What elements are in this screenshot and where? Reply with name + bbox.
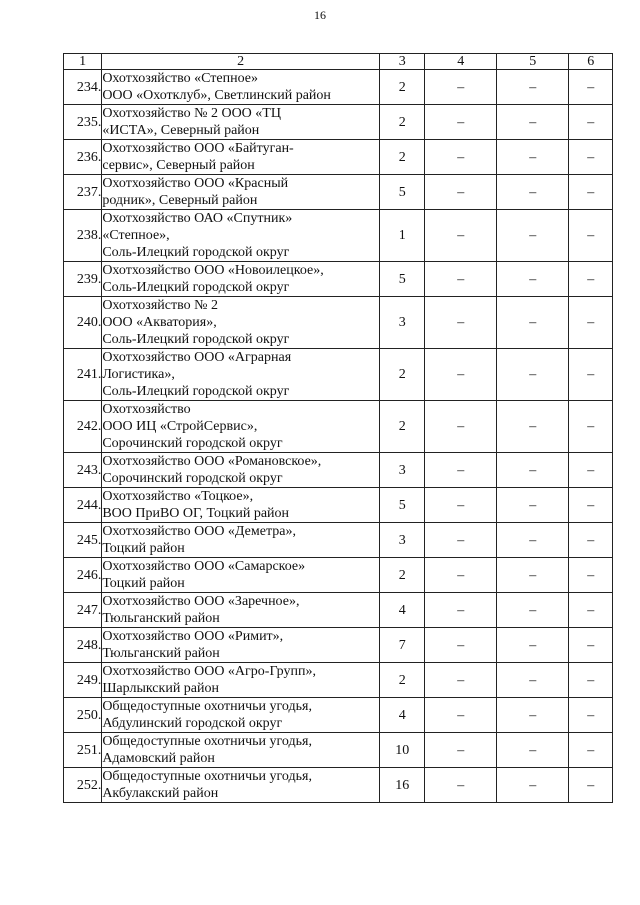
name-line: Охотхозяйство «Степное» xyxy=(102,71,258,86)
table-row xyxy=(64,262,613,297)
dash-cell-c5: – xyxy=(496,558,569,593)
table-row xyxy=(64,453,613,488)
row-number: 235. xyxy=(64,105,102,140)
table-row xyxy=(64,297,613,349)
dash-cell-c6: – xyxy=(569,663,613,698)
name-line: «Степное», xyxy=(102,228,170,243)
dash-cell-c6: – xyxy=(569,698,613,733)
quantity-cell: 2 xyxy=(379,558,425,593)
table-row xyxy=(64,210,613,262)
name-line: Охотхозяйство ООО «Деметра», xyxy=(102,524,296,539)
dash-cell-c4: – xyxy=(425,628,496,663)
row-number: 244. xyxy=(64,488,102,523)
hunting-ground-name xyxy=(102,297,380,349)
quantity-cell: 5 xyxy=(379,488,425,523)
name-line: Акбулакский район xyxy=(102,786,219,801)
dash-cell-c5: – xyxy=(496,210,569,262)
name-line: Тоцкий район xyxy=(102,576,185,591)
name-line: Охотхозяйство ООО «Романовское», xyxy=(102,454,322,469)
dash-cell-c4: – xyxy=(425,558,496,593)
row-number: 246. xyxy=(64,558,102,593)
row-number: 252. xyxy=(64,768,102,803)
table-row xyxy=(64,488,613,523)
dash-cell-c6: – xyxy=(569,175,613,210)
dash-cell-c6: – xyxy=(569,768,613,803)
dash-cell-c4: – xyxy=(425,698,496,733)
dash-cell-c6: – xyxy=(569,401,613,453)
table-row xyxy=(64,628,613,663)
row-number: 234. xyxy=(64,70,102,105)
quantity-cell: 7 xyxy=(379,628,425,663)
hunting-ground-name xyxy=(102,262,380,297)
dash-cell-c5: – xyxy=(496,453,569,488)
name-line: Абдулинский городской округ xyxy=(102,716,283,731)
dash-cell-c4: – xyxy=(425,453,496,488)
quantity-cell: 10 xyxy=(379,733,425,768)
dash-cell-c4: – xyxy=(425,733,496,768)
table-row xyxy=(64,401,613,453)
dash-cell-c6: – xyxy=(569,558,613,593)
name-line: Общедоступные охотничьи угодья, xyxy=(102,769,312,784)
dash-cell-c6: – xyxy=(569,733,613,768)
hunting-ground-name xyxy=(102,523,380,558)
hunting-ground-name xyxy=(102,663,380,698)
column-header-3: 3 xyxy=(379,54,425,70)
row-number: 249. xyxy=(64,663,102,698)
dash-cell-c4: – xyxy=(425,70,496,105)
hunting-ground-name xyxy=(102,488,380,523)
hunting-ground-name xyxy=(102,593,380,628)
dash-cell-c4: – xyxy=(425,663,496,698)
name-line: Сорочинский городской округ xyxy=(102,471,283,486)
name-line: Соль-Илецкий городской округ xyxy=(102,280,290,295)
name-line: Охотхозяйство ООО «Байтуган- xyxy=(102,141,294,156)
name-line: Охотхозяйство № 2 xyxy=(102,298,218,313)
dash-cell-c4: – xyxy=(425,593,496,628)
name-line: Охотхозяйство ООО «Римит», xyxy=(102,629,284,644)
row-number: 241. xyxy=(64,349,102,401)
row-number: 251. xyxy=(64,733,102,768)
dash-cell-c6: – xyxy=(569,523,613,558)
dash-cell-c5: – xyxy=(496,488,569,523)
dash-cell-c4: – xyxy=(425,140,496,175)
dash-cell-c5: – xyxy=(496,175,569,210)
hunting-ground-name xyxy=(102,628,380,663)
name-line: Адамовский район xyxy=(102,751,215,766)
dash-cell-c5: – xyxy=(496,262,569,297)
dash-cell-c5: – xyxy=(496,628,569,663)
dash-cell-c4: – xyxy=(425,523,496,558)
column-header-6: 6 xyxy=(569,54,613,70)
dash-cell-c5: – xyxy=(496,297,569,349)
name-line: ООО «Акватория», xyxy=(102,315,217,330)
row-number: 247. xyxy=(64,593,102,628)
dash-cell-c4: – xyxy=(425,105,496,140)
hunting-ground-name xyxy=(102,768,380,803)
dash-cell-c5: – xyxy=(496,140,569,175)
name-line: Тюльганский район xyxy=(102,611,220,626)
name-line: Логистика», xyxy=(102,367,175,382)
dash-cell-c6: – xyxy=(569,488,613,523)
table-row xyxy=(64,733,613,768)
dash-cell-c5: – xyxy=(496,698,569,733)
row-number: 245. xyxy=(64,523,102,558)
hunting-ground-name xyxy=(102,733,380,768)
quantity-cell: 16 xyxy=(379,768,425,803)
column-header-1: 1 xyxy=(64,54,102,70)
row-number: 239. xyxy=(64,262,102,297)
table-row xyxy=(64,663,613,698)
quantity-cell: 2 xyxy=(379,349,425,401)
column-header-2: 2 xyxy=(102,54,380,70)
name-line: Охотхозяйство ООО «Заречное», xyxy=(102,594,300,609)
dash-cell-c5: – xyxy=(496,663,569,698)
dash-cell-c6: – xyxy=(569,70,613,105)
dash-cell-c6: – xyxy=(569,262,613,297)
dash-cell-c6: – xyxy=(569,105,613,140)
dash-cell-c4: – xyxy=(425,210,496,262)
name-line: родник», Северный район xyxy=(102,193,258,208)
quantity-cell: 5 xyxy=(379,262,425,297)
name-line: Охотхозяйство «Тоцкое», xyxy=(102,489,254,504)
name-line: Соль-Илецкий городской округ xyxy=(102,245,290,260)
table-row xyxy=(64,105,613,140)
quantity-cell: 2 xyxy=(379,140,425,175)
dash-cell-c5: – xyxy=(496,593,569,628)
hunting-ground-name xyxy=(102,558,380,593)
quantity-cell: 4 xyxy=(379,698,425,733)
name-line: Охотхозяйство ООО «Красный xyxy=(102,176,289,191)
name-line: ООО ИЦ «СтройСервис», xyxy=(102,419,258,434)
quantity-cell: 2 xyxy=(379,401,425,453)
hunting-grounds-table xyxy=(63,53,613,803)
hunting-ground-name xyxy=(102,140,380,175)
row-number: 248. xyxy=(64,628,102,663)
row-number: 240. xyxy=(64,297,102,349)
quantity-cell: 3 xyxy=(379,453,425,488)
name-line: Охотхозяйство ОАО «Спутник» xyxy=(102,211,293,226)
dash-cell-c6: – xyxy=(569,297,613,349)
row-number: 243. xyxy=(64,453,102,488)
dash-cell-c5: – xyxy=(496,70,569,105)
row-number: 238. xyxy=(64,210,102,262)
table-row xyxy=(64,558,613,593)
dash-cell-c5: – xyxy=(496,733,569,768)
hunting-ground-name xyxy=(102,349,380,401)
quantity-cell: 4 xyxy=(379,593,425,628)
name-line: Охотхозяйство № 2 ООО «ТЦ xyxy=(102,106,281,121)
quantity-cell: 2 xyxy=(379,663,425,698)
row-number: 236. xyxy=(64,140,102,175)
dash-cell-c6: – xyxy=(569,593,613,628)
name-line: ВОО ПриВО ОГ, Тоцкий район xyxy=(102,506,290,521)
name-line: Тюльганский район xyxy=(102,646,220,661)
hunting-ground-name xyxy=(102,175,380,210)
hunting-ground-name xyxy=(102,70,380,105)
dash-cell-c6: – xyxy=(569,349,613,401)
hunting-ground-name xyxy=(102,105,380,140)
dash-cell-c4: – xyxy=(425,297,496,349)
dash-cell-c5: – xyxy=(496,105,569,140)
table-row xyxy=(64,175,613,210)
dash-cell-c4: – xyxy=(425,262,496,297)
quantity-cell: 3 xyxy=(379,297,425,349)
column-number-row xyxy=(64,54,613,70)
name-line: Охотхозяйство xyxy=(102,402,191,417)
name-line: сервис», Северный район xyxy=(102,158,255,173)
dash-cell-c5: – xyxy=(496,349,569,401)
name-line: ООО «Охотклуб», Светлинский район xyxy=(102,88,331,103)
dash-cell-c4: – xyxy=(425,175,496,210)
dash-cell-c6: – xyxy=(569,210,613,262)
name-line: Охотхозяйство ООО «Агро-Групп», xyxy=(102,664,316,679)
name-line: Сорочинский городской округ xyxy=(102,436,283,451)
column-header-5: 5 xyxy=(496,54,569,70)
dash-cell-c6: – xyxy=(569,628,613,663)
row-number: 242. xyxy=(64,401,102,453)
dash-cell-c5: – xyxy=(496,401,569,453)
quantity-cell: 2 xyxy=(379,105,425,140)
name-line: Шарлыкский район xyxy=(102,681,220,696)
column-header-4: 4 xyxy=(425,54,496,70)
name-line: Соль-Илецкий городской округ xyxy=(102,332,290,347)
name-line: Охотхозяйство ООО «Новоилецкое», xyxy=(102,263,324,278)
name-line: Охотхозяйство ООО «Аграрная xyxy=(102,350,292,365)
row-number: 250. xyxy=(64,698,102,733)
name-line: Тоцкий район xyxy=(102,541,185,556)
page-number: 16 xyxy=(314,8,326,22)
dash-cell-c4: – xyxy=(425,401,496,453)
table-row xyxy=(64,593,613,628)
table-row xyxy=(64,349,613,401)
table-row xyxy=(64,768,613,803)
name-line: Общедоступные охотничьи угодья, xyxy=(102,734,312,749)
hunting-ground-name xyxy=(102,210,380,262)
dash-cell-c5: – xyxy=(496,523,569,558)
quantity-cell: 2 xyxy=(379,70,425,105)
row-number: 237. xyxy=(64,175,102,210)
hunting-ground-name xyxy=(102,401,380,453)
hunting-ground-name xyxy=(102,453,380,488)
table-row xyxy=(64,70,613,105)
dash-cell-c5: – xyxy=(496,768,569,803)
hunting-ground-name xyxy=(102,698,380,733)
dash-cell-c6: – xyxy=(569,140,613,175)
table-body xyxy=(64,70,613,803)
dash-cell-c4: – xyxy=(425,349,496,401)
name-line: Охотхозяйство ООО «Самарское» xyxy=(102,559,306,574)
name-line: Общедоступные охотничьи угодья, xyxy=(102,699,312,714)
name-line: «ИСТА», Северный район xyxy=(102,123,260,138)
dash-cell-c6: – xyxy=(569,453,613,488)
quantity-cell: 1 xyxy=(379,210,425,262)
dash-cell-c4: – xyxy=(425,768,496,803)
dash-cell-c4: – xyxy=(425,488,496,523)
name-line: Соль-Илецкий городской округ xyxy=(102,384,290,399)
table-row xyxy=(64,698,613,733)
quantity-cell: 5 xyxy=(379,175,425,210)
table-row xyxy=(64,523,613,558)
quantity-cell: 3 xyxy=(379,523,425,558)
table-row xyxy=(64,140,613,175)
